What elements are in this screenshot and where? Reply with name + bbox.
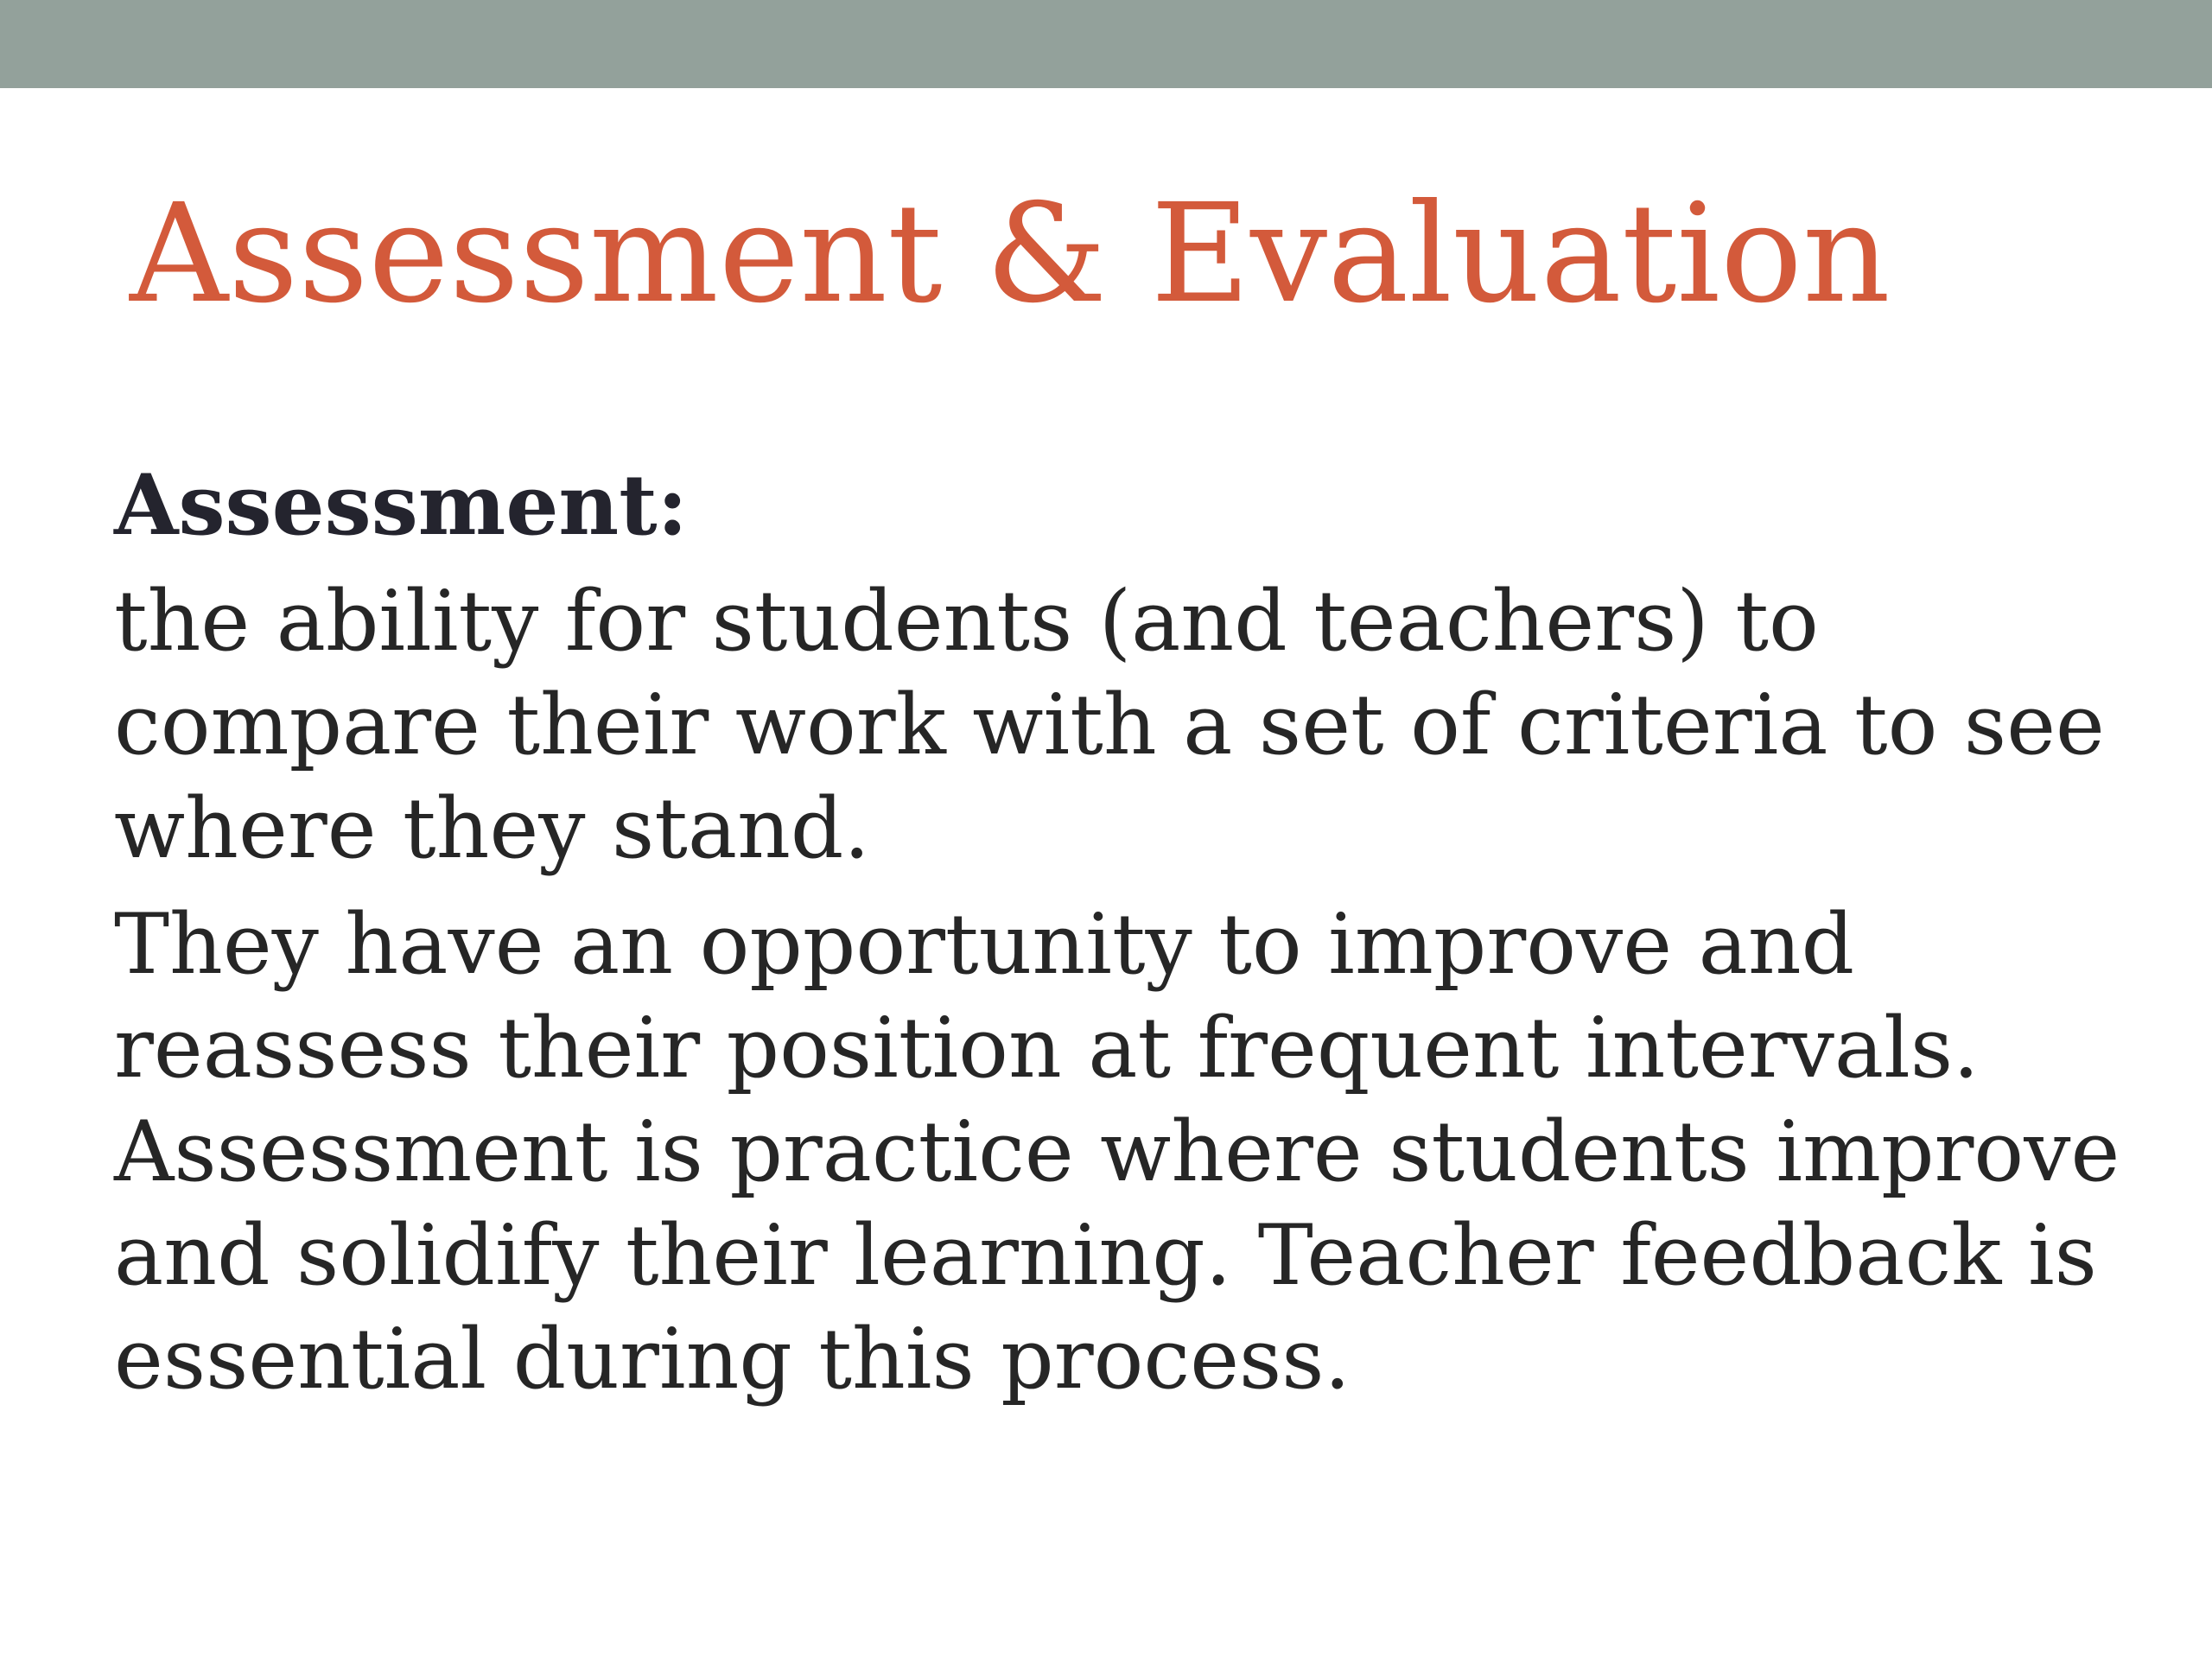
definition-paragraph [114,569,2105,880]
slide-title: Assessment & Evaluation [130,175,1891,334]
paragraph-line: compare their work with a set of criteria to see [114,677,2105,773]
paragraph-line: They have an opportunity to improve and [114,896,1855,993]
paragraph-line: Assessment is practice where students improve [114,1103,2120,1200]
paragraph-line: and solidify their learning. Teacher feedback is [114,1207,2097,1304]
paragraph-line: reassess their position at frequent intervals. [114,1000,1980,1096]
explanation-paragraph [114,893,2120,1411]
slide-body [114,454,2120,1423]
top-accent-band [0,0,2212,88]
term-heading: Assessment: [114,456,688,554]
paragraph-line: where they stand. [114,780,870,877]
paragraph-line: essential during this process. [114,1311,1351,1408]
paragraph-line: the ability for students (and teachers) to [114,573,1819,670]
